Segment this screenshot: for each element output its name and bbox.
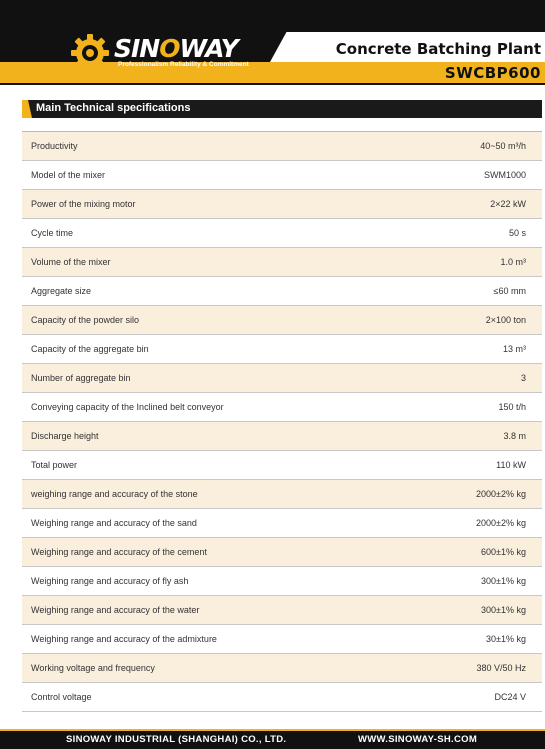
spec-value: 2×22 kW (490, 199, 526, 209)
spec-row (22, 596, 542, 625)
page-footer (0, 729, 545, 749)
spec-value: SWM1000 (483, 170, 526, 180)
spec-row (22, 335, 542, 364)
spec-label: Conveying capacity of the Inclined belt conveyor (31, 402, 224, 412)
spec-value: 300±1% kg (481, 605, 526, 615)
spec-row (22, 654, 542, 683)
spec-row (22, 509, 542, 538)
logo-wordmark: SINOWAY (114, 34, 238, 63)
spec-value: 2000±2% kg (476, 518, 526, 528)
gear-logo-icon (70, 33, 110, 73)
spec-row (22, 422, 542, 451)
spec-row (22, 161, 542, 190)
page-header (0, 0, 545, 85)
spec-value: 2×100 ton (485, 315, 526, 325)
spec-value: 380 V/50 Hz (476, 663, 526, 673)
spec-label: Weighing range and accuracy of the cement (31, 547, 207, 557)
spec-row (22, 277, 542, 306)
spec-label: Volume of the mixer (31, 257, 111, 267)
spec-label: Productivity (31, 141, 78, 151)
spec-row (22, 683, 542, 712)
spec-label: Model of the mixer (31, 170, 106, 180)
spec-label: Capacity of the aggregate bin (31, 344, 149, 354)
spec-value: 50 s (508, 228, 526, 238)
footer-accent-line (0, 729, 545, 731)
spec-value: 150 t/h (498, 402, 526, 412)
spec-label: Weighing range and accuracy of the admixture (31, 634, 217, 644)
spec-value: 3.8 m (503, 431, 526, 441)
document-title: Concrete Batching Plant (335, 40, 541, 58)
spec-label: Weighing range and accuracy of the sand (31, 518, 197, 528)
spec-row (22, 451, 542, 480)
footer-company-name: SINOWAY INDUSTRIAL (SHANGHAI) CO., LTD. (66, 734, 287, 745)
section-title: Main Technical specifications (36, 102, 191, 114)
section-header (22, 100, 542, 118)
spec-value: DC24 V (494, 692, 526, 702)
spec-value: 110 kW (496, 460, 526, 470)
spec-label: Total power (31, 460, 78, 470)
spec-value: ≤60 mm (493, 286, 526, 296)
spec-label: weighing range and accuracy of the stone (31, 489, 198, 499)
spec-row (22, 625, 542, 654)
section-accent (22, 100, 32, 118)
spec-label: Weighing range and accuracy of the water (31, 605, 200, 615)
logo-tagline: Professionalism Reliability & Commitment (118, 61, 249, 68)
spec-row (22, 190, 542, 219)
spec-value: 1.0 m³ (500, 257, 526, 267)
spec-row (22, 132, 542, 161)
spec-value: 300±1% kg (481, 576, 526, 586)
spec-label: Discharge height (31, 431, 99, 441)
spec-row (22, 567, 542, 596)
spec-label: Power of the mixing motor (31, 199, 136, 209)
spec-value: 2000±2% kg (476, 489, 526, 499)
spec-value: 40~50 m³/h (480, 141, 526, 151)
company-logo (70, 30, 270, 75)
spec-label: Weighing range and accuracy of fly ash (31, 576, 189, 586)
spec-row (22, 393, 542, 422)
spec-label: Number of aggregate bin (31, 373, 131, 383)
spec-value: 13 m³ (502, 344, 526, 354)
spec-label: Capacity of the powder silo (31, 315, 140, 325)
spec-row (22, 306, 542, 335)
spec-label: Aggregate size (31, 286, 92, 296)
model-code: SWCBP600 (444, 64, 541, 82)
spec-value: 600±1% kg (481, 547, 526, 557)
spec-row (22, 248, 542, 277)
specifications-table (22, 131, 542, 712)
spec-label: Cycle time (31, 228, 74, 238)
spec-value: 3 (520, 373, 526, 383)
spec-row (22, 538, 542, 567)
spec-label: Control voltage (31, 692, 92, 702)
spec-row (22, 480, 542, 509)
spec-value: 30±1% kg (486, 634, 526, 644)
spec-label: Working voltage and frequency (31, 663, 155, 673)
footer-website: WWW.SINOWAY-SH.COM (358, 734, 478, 745)
spec-row (22, 364, 542, 393)
spec-row (22, 219, 542, 248)
